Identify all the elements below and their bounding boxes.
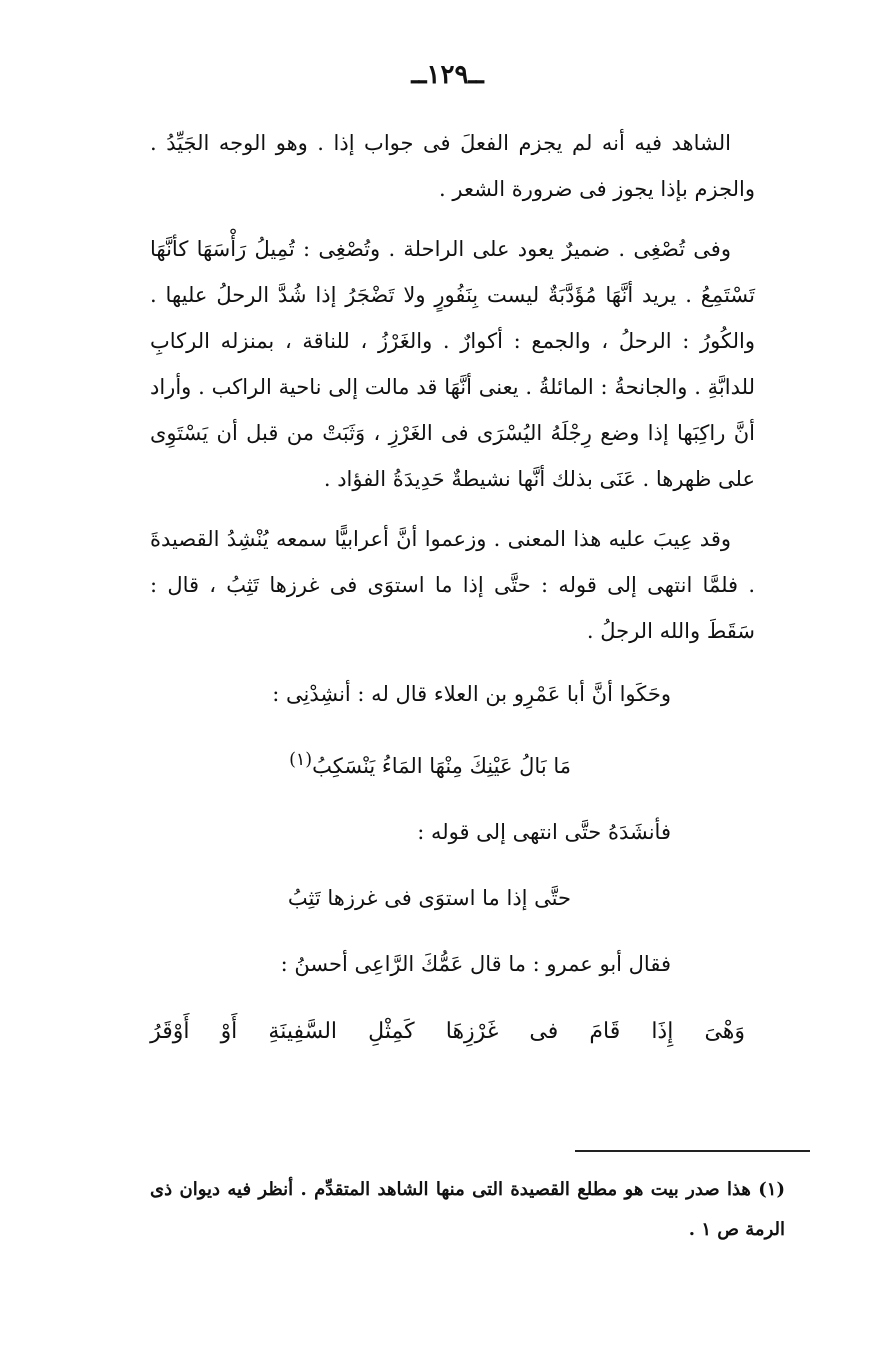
final-verse-word: السَّفِينَةِ: [268, 1019, 338, 1044]
paragraph-explanation: وفى تُصْغِى . ضميرٌ يعود على الراحلة . وتُصْغِى : تُمِيلُ رَأْسَهَا كأنَّهَا تَسْتَمِعُ . يريد أنَّهَا مُؤَدَّبَةٌ ليست بِنَفُورٍ ولا تَضْجَرُ إذا شُدَّ الرحلُ عليها . والكُورُ : الرحلُ ، والجمع : أكوارٌ . والغَرْزُ ، للناقة ، بمنزله الركابِ للدابَّةِ . والجانحةُ : المائلةُ . يعنى أنَّهَا قد مالت إلى ناحية الراكب . وأراد أنَّ راكِبَها إذا وضع رِجْلَهُ اليُسْرَى فى الغَرْزِ ، وَثَبَتْ من قبل أن يَسْتَوِى على ظهرها . عَنَى بذلك أنَّها نشيطةٌ حَدِيدَةُ الفؤاد .: [150, 237, 755, 491]
paragraph-witness: الشاهد فيه أنه لم يجزم الفعلَ فى جواب إذا . وهو الوجه الجَيِّدُ . والجزم بإذا يجوز فى ضرورة الشعر .: [150, 131, 755, 201]
main-text: [150, 120, 755, 1060]
final-verse-word: أَوْقَرُ: [150, 1019, 190, 1044]
narration-block: [150, 668, 755, 990]
narration-line-2: فأنشَدَهُ حتَّى انتهى إلى قوله :: [417, 820, 671, 844]
verse-line-2: حتَّى إذا ما استوَى فى غرزها تَثِبُ: [287, 886, 571, 910]
final-verse-word: كَمِثْلِ: [368, 1019, 415, 1044]
footnote: [150, 1170, 785, 1250]
footnote-text: (١) هذا صدر بيت هو مطلع القصيدة التى منها الشاهد المتقدِّم . أنظر فيه ديوان ذى الرمة ص ١ .: [150, 1179, 785, 1240]
final-verse: [150, 1004, 745, 1060]
paragraph-criticism: وقد عِيبَ عليه هذا المعنى . وزعموا أنَّ أعرابيًّا سمعه يُنْشِدُ القصيدةَ . فلمَّا انتهى إلى قوله : حتَّى إذا ما استوَى فى غرزها تَثِبُ ، قال : سَقَطَ والله الرجلُ .: [150, 527, 755, 643]
final-verse-word: فى: [529, 1019, 559, 1044]
final-verse-word: إِذَا: [651, 1019, 674, 1044]
verse-line-1: [150, 734, 755, 792]
final-verse-word: غَرْزِهَا: [445, 1019, 499, 1044]
verse-1-text: مَا بَالُ عَيْنِكَ مِنْهَا المَاءُ يَنْسَكِبُ: [312, 754, 571, 778]
final-verse-word: أَوْ: [220, 1019, 238, 1044]
footnote-marker: (١): [289, 750, 313, 770]
footnote-divider: [575, 1150, 810, 1152]
final-verse-word: قَامَ: [589, 1019, 621, 1044]
final-verse-word: وَهْىَ: [704, 1019, 745, 1044]
page-number: ــ١٢٩ــ: [411, 60, 484, 90]
narration-line-1: وحَكَوا أنَّ أبا عَمْرِو بن العلاء قال له : أنشِدْنِى :: [272, 682, 671, 706]
narration-line-3: فقال أبو عمرو : ما قال عَمُّكَ الرَّاعِى أحسنُ :: [280, 952, 671, 976]
